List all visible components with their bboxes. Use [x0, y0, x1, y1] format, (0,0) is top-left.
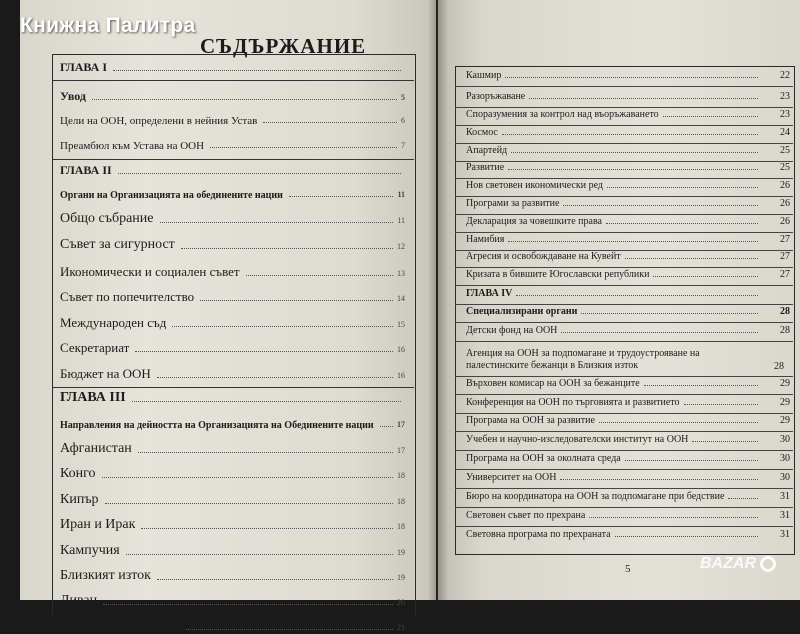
toc-entry-page: 26 [780, 180, 790, 191]
toc-entry-page: 15 [397, 320, 405, 329]
row-divider [455, 304, 793, 305]
toc-entry [60, 517, 405, 533]
row-divider [455, 413, 793, 414]
toc-entry [60, 492, 405, 508]
toc-entry-title: Секретариат [60, 340, 130, 355]
toc-entry [466, 348, 790, 372]
toc-entry [466, 415, 790, 426]
toc-entry-title: Преамбюл към Устава на ООН [60, 140, 205, 152]
dot-leader [200, 300, 393, 301]
dot-leader [103, 604, 393, 605]
toc-entry-title: Афганистан [60, 441, 132, 456]
row-divider [455, 526, 793, 527]
toc-entry [466, 91, 790, 102]
dot-leader [186, 629, 393, 630]
toc-entry-page: 28 [780, 325, 790, 336]
toc-entry [466, 234, 790, 245]
dot-leader [380, 426, 393, 427]
row-divider [455, 86, 793, 87]
dot-leader [663, 116, 758, 117]
toc-entry [466, 472, 790, 483]
toc-entry-page: 14 [397, 294, 405, 303]
toc-entry [466, 325, 790, 336]
toc-entry-title: Университет на ООН [466, 472, 557, 483]
row-divider [455, 394, 793, 395]
book-gutter [428, 0, 448, 600]
row-divider [455, 125, 793, 126]
toc-entry [466, 180, 790, 191]
dot-leader [563, 205, 758, 206]
logo-ring-icon [760, 556, 776, 572]
dot-leader [135, 351, 393, 352]
toc-entry [466, 162, 790, 173]
toc-entry-page: 29 [780, 415, 790, 426]
toc-entry-title: ГЛАВА IV [466, 288, 513, 299]
toc-entry-page: 13 [397, 269, 405, 278]
row-divider [455, 450, 793, 451]
row-divider [455, 322, 793, 323]
row-divider [455, 143, 793, 144]
row-divider [455, 196, 793, 197]
toc-entry [60, 366, 405, 382]
toc-entry-page: 17 [397, 446, 405, 455]
toc-entry [60, 315, 405, 331]
toc-entry [466, 453, 790, 464]
toc-entry [60, 289, 405, 305]
dot-leader [599, 422, 758, 423]
toc-entry [466, 109, 790, 120]
toc-entry-title: Конференция на ООН по търговията и развитието [466, 397, 680, 408]
toc-entry [60, 466, 405, 482]
toc-entry-title: Иран и Ирак [60, 517, 136, 532]
dot-leader [560, 479, 758, 480]
section-divider [52, 387, 414, 388]
dot-leader [118, 173, 401, 174]
row-divider [455, 376, 793, 377]
toc-entry-page: 19 [397, 573, 405, 582]
dot-leader [516, 295, 758, 296]
dot-leader [692, 441, 758, 442]
dot-leader [653, 276, 758, 277]
toc-entry-title: Ливан [60, 593, 98, 608]
toc-entry [60, 163, 405, 178]
toc-entry-page: 11 [397, 190, 405, 199]
toc-entry-page: 26 [780, 198, 790, 209]
toc-entry-title: Агенция на ООН за подпомагане и трудоустрояване на палестинските бежанци в Близкия изток [466, 348, 700, 371]
bazar-logo [700, 555, 776, 573]
dot-leader [92, 99, 397, 100]
toc-entry [466, 251, 790, 262]
toc-title: СЪДЪРЖАНИЕ [200, 34, 367, 58]
dot-leader [529, 98, 758, 99]
row-divider [455, 178, 793, 179]
toc-entry [60, 140, 405, 152]
dot-leader [172, 326, 393, 327]
toc-entry-title: Детски фонд на ООН [466, 325, 558, 336]
dot-leader [289, 196, 394, 197]
row-divider [455, 214, 793, 215]
toc-entry-page: 31 [780, 510, 790, 521]
page-number: 5 [625, 563, 631, 575]
dot-leader [644, 385, 758, 386]
toc-entry-page: 26 [780, 216, 790, 227]
toc-entry-page: 28 [780, 306, 790, 317]
dot-leader [728, 498, 758, 499]
dot-leader [210, 147, 397, 148]
toc-entry-title: Общо събрание [60, 211, 154, 226]
toc-entry-page: 30 [780, 472, 790, 483]
toc-entry-title: Международен съд [60, 315, 167, 330]
dot-leader [508, 169, 758, 170]
toc-entry [466, 145, 790, 156]
toc-entry-page: 27 [780, 234, 790, 245]
toc-entry-title: ГЛАВА II [60, 163, 112, 177]
toc-entry [60, 340, 405, 356]
toc-entry [466, 510, 790, 521]
toc-entry-title: Апартейд [466, 145, 508, 156]
toc-entry-title: Кампучия [60, 543, 120, 558]
toc-entry-title: Световен съвет по прехрана [466, 510, 586, 521]
dot-leader [561, 332, 758, 333]
toc-entry-title: Увод [60, 89, 86, 103]
toc-entry-page: 29 [780, 378, 790, 389]
toc-entry [466, 306, 790, 317]
toc-entry [466, 70, 790, 81]
toc-entry-title: Нов световен икономически ред [466, 180, 603, 191]
toc-entry-title: Разоръжаване [466, 91, 526, 102]
dot-leader [157, 579, 393, 580]
row-divider [455, 267, 793, 268]
toc-entry-title: Учебен и научно-изследователски институт на ООН [466, 434, 689, 445]
toc-entry-title: Цели на ООН, определени в нейния Устав [60, 115, 258, 127]
toc-entry-title: Споразумения за контрол над въоръжаването [466, 109, 659, 120]
toc-entry-page: 19 [397, 548, 405, 557]
toc-entry-page: 18 [397, 497, 405, 506]
toc-entry [60, 568, 405, 584]
dot-leader [684, 404, 758, 405]
dot-leader [105, 503, 393, 504]
dot-leader [606, 223, 758, 224]
dot-leader [263, 122, 397, 123]
toc-entry [466, 288, 790, 299]
toc-entry-page: 12 [397, 242, 405, 251]
dot-leader [508, 241, 758, 242]
toc-entry-page: 6 [401, 116, 405, 125]
dot-leader [113, 70, 401, 71]
toc-entry-title: Направления на дейността на Организацията на Обединените нации [60, 420, 374, 431]
toc-entry-page: 11 [397, 216, 405, 225]
dot-leader [511, 152, 758, 153]
toc-entry-title: Съвет по попечителство [60, 289, 195, 304]
logo-text: BAZAR [700, 555, 756, 572]
row-divider [455, 285, 793, 286]
toc-entry-title: Програма на ООН за развитие [466, 415, 595, 426]
watermark-brand: Книжна Палитра [20, 14, 196, 37]
toc-entry-page: 27 [780, 269, 790, 280]
toc-entry [60, 441, 405, 457]
toc-entry-title: Кризата в бившите Югославски републики [466, 269, 650, 280]
dot-leader [102, 477, 393, 478]
toc-entry-page: 17 [397, 420, 405, 429]
dot-leader [581, 313, 758, 314]
toc-entry-title: Върховен комисар на ООН за бежанците [466, 378, 640, 389]
row-divider [455, 232, 793, 233]
toc-entry-title: Органи на Организацията на обединените нации [60, 190, 283, 201]
toc-entry [60, 618, 405, 634]
dot-leader [589, 517, 758, 518]
toc-entry-title: Бюро на координатора на ООН за подпомагане при бедствие [466, 491, 725, 502]
toc-entry-title: ГЛАВА I [60, 60, 108, 74]
toc-entry [60, 543, 405, 559]
toc-entry-page: 5 [401, 93, 405, 102]
toc-entry [466, 529, 790, 540]
toc-entry-title: Програма на ООН за околната среда [466, 453, 621, 464]
toc-entry-title: Агресия и освобождаване на Кувейт [466, 251, 621, 262]
toc-entry [466, 216, 790, 227]
toc-entry-page: 31 [780, 491, 790, 502]
toc-entry-title: Икономически и социален съвет [60, 264, 240, 279]
row-divider [455, 488, 793, 489]
row-divider [455, 341, 793, 342]
toc-entry-page: 30 [780, 434, 790, 445]
row-divider [455, 107, 793, 108]
row-divider [455, 431, 793, 432]
section-divider [52, 80, 414, 81]
toc-entry [60, 264, 405, 280]
toc-entry-page: 30 [780, 453, 790, 464]
toc-entry [60, 60, 405, 75]
toc-entry-title: Кашмир [466, 70, 502, 81]
toc-entry-page: 29 [780, 397, 790, 408]
toc-entry [60, 115, 405, 127]
toc-entry-title: Близкият изток [60, 568, 151, 583]
dot-leader [132, 401, 401, 402]
toc-entry-title: Съвет за сигурност [60, 237, 175, 252]
toc-entry-page: 18 [397, 522, 405, 531]
toc-entry [466, 198, 790, 209]
toc-entry-title: Централна Америка [60, 618, 181, 633]
toc-entry-title: Бюджет на ООН [60, 366, 151, 381]
toc-entry-page: 25 [780, 162, 790, 173]
toc-entry-title: Конго [60, 466, 96, 481]
toc-entry-page: 22 [780, 70, 790, 81]
toc-entry [466, 269, 790, 280]
toc-entry-page: 24 [780, 127, 790, 138]
dot-leader [181, 248, 393, 249]
toc-entry [466, 434, 790, 445]
toc-entry-title: Намибия [466, 234, 505, 245]
toc-entry-title: Космос [466, 127, 498, 138]
row-divider [455, 469, 793, 470]
toc-entry-page: 18 [397, 471, 405, 480]
toc-entry-page: 21 [397, 623, 405, 632]
toc-entry [60, 390, 405, 406]
toc-entry-page: 31 [780, 529, 790, 540]
toc-entry-page: 7 [401, 141, 405, 150]
toc-entry-title: Кипър [60, 492, 99, 507]
dot-leader [246, 275, 393, 276]
toc-entry [60, 211, 405, 227]
toc-entry-page: 20 [397, 598, 405, 607]
dot-leader [160, 222, 394, 223]
toc-entry-page: 23 [780, 109, 790, 120]
toc-entry-page: 23 [780, 91, 790, 102]
dot-leader [138, 452, 393, 453]
dot-leader [505, 77, 758, 78]
dot-leader [607, 187, 758, 188]
toc-entry [466, 397, 790, 408]
toc-entry-page: 16 [397, 371, 405, 380]
toc-entry-page: 28 [774, 361, 784, 372]
toc-entry [60, 593, 405, 609]
toc-entry-page: 16 [397, 345, 405, 354]
dot-leader [502, 134, 758, 135]
toc-entry-title: Специализирани органи [466, 306, 578, 317]
dot-leader [625, 258, 758, 259]
toc-entry-title: Световна програма по прехраната [466, 529, 611, 540]
toc-entry [466, 378, 790, 389]
row-divider [455, 507, 793, 508]
dot-leader [157, 377, 393, 378]
dot-leader [615, 536, 758, 537]
dot-leader [141, 528, 393, 529]
toc-entry-page: 27 [780, 251, 790, 262]
toc-entry-title: Развитие [466, 162, 505, 173]
toc-entry-page: 25 [780, 145, 790, 156]
dot-leader [625, 460, 758, 461]
toc-entry [60, 190, 405, 201]
toc-entry-title: Програми за развитие [466, 198, 560, 209]
dot-leader [126, 554, 393, 555]
toc-entry-title: ГЛАВА III [60, 390, 126, 405]
toc-entry-title: Декларация за човешките права [466, 216, 602, 227]
toc-entry [466, 127, 790, 138]
toc-entry [466, 491, 790, 502]
toc-entry [60, 89, 405, 104]
toc-entry [60, 237, 405, 253]
toc-entry [60, 420, 405, 431]
section-divider [52, 159, 414, 160]
